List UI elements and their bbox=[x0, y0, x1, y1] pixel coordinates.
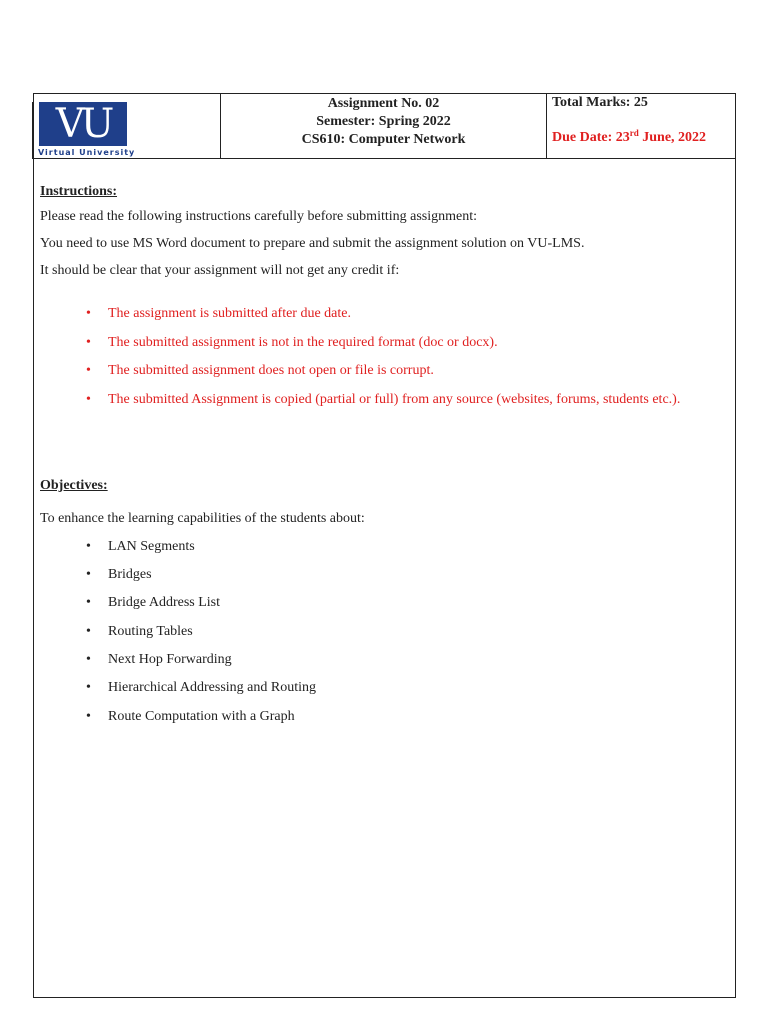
instruction-line: You need to use MS Word document to prepare and submit the assignment solution on VU-LMS. bbox=[40, 236, 585, 251]
course-title: CS610: Computer Network bbox=[301, 132, 466, 147]
total-marks: Total Marks: 25 bbox=[552, 95, 648, 110]
instructions-heading: Instructions: bbox=[40, 184, 118, 199]
bullet-icon: • bbox=[86, 708, 91, 724]
list-item: • Bridges bbox=[86, 566, 152, 582]
due-date: Due Date: 23rd June, 2022 bbox=[552, 128, 707, 145]
logo-cell bbox=[34, 94, 221, 158]
objectives-list bbox=[40, 538, 730, 726]
rules-list bbox=[40, 305, 730, 409]
bullet-icon: • bbox=[86, 538, 91, 554]
assignment-number: Assignment No. 02 bbox=[327, 96, 440, 111]
list-item: • LAN Segments bbox=[86, 538, 195, 554]
content bbox=[40, 184, 730, 736]
list-item: • Route Computation with a Graph bbox=[86, 708, 295, 724]
list-item: • Routing Tables bbox=[86, 623, 193, 639]
list-item: • Next Hop Forwarding bbox=[86, 652, 232, 668]
assignment-page bbox=[33, 93, 736, 998]
bullet-icon: • bbox=[86, 391, 91, 407]
bullet-icon: • bbox=[86, 334, 91, 350]
bullet-icon: • bbox=[86, 623, 91, 639]
list-item: • Hierarchical Addressing and Routing bbox=[86, 680, 317, 696]
vu-logo bbox=[38, 100, 136, 158]
instruction-line: It should be clear that your assignment will not get any credit if: bbox=[40, 263, 400, 278]
semester: Semester: Spring 2022 bbox=[316, 114, 451, 129]
logo-mark: VU bbox=[39, 102, 127, 146]
objectives-heading: Objectives: bbox=[40, 477, 108, 493]
list-item: • The assignment is submitted after due date. bbox=[86, 306, 351, 321]
list-item: • The submitted Assignment is copied (partial or full) from any source (websites, forums, students etc.). bbox=[86, 391, 681, 407]
header-table bbox=[34, 94, 735, 159]
objectives-intro: To enhance the learning capabilities of the students about: bbox=[40, 510, 365, 526]
bullet-icon: • bbox=[86, 566, 91, 582]
bullet-icon: • bbox=[86, 652, 91, 668]
bullet-icon: • bbox=[86, 680, 91, 696]
list-item: • The submitted assignment does not open or file is corrupt. bbox=[86, 363, 434, 378]
bullet-icon: • bbox=[86, 595, 91, 611]
instruction-line: Please read the following instructions carefully before submitting assignment: bbox=[40, 209, 478, 224]
bullet-icon: • bbox=[86, 306, 91, 321]
bullet-icon: • bbox=[86, 363, 91, 378]
list-item: • The submitted assignment is not in the required format (doc or docx). bbox=[86, 334, 498, 350]
marks-cell bbox=[547, 94, 735, 158]
assignment-info-cell bbox=[221, 94, 547, 158]
list-item: • Bridge Address List bbox=[86, 595, 220, 611]
logo-tagline: Virtual University bbox=[38, 148, 136, 157]
